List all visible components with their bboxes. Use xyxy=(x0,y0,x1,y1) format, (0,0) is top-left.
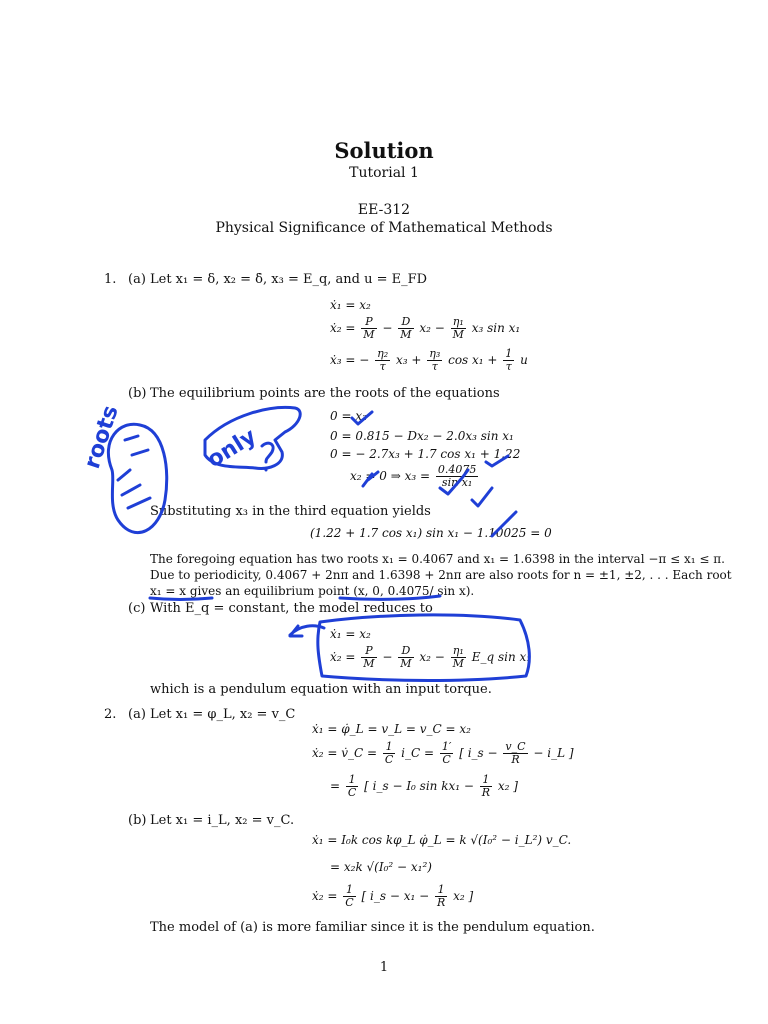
frac-num: 1 xyxy=(383,741,395,754)
q2a-label: (a) xyxy=(128,707,146,722)
frac-num: 1′ xyxy=(441,740,452,753)
handwritten-only-word: only xyxy=(202,423,261,474)
fraction xyxy=(383,741,395,766)
frac-den: M xyxy=(452,657,464,671)
frac-den: τ xyxy=(505,360,512,374)
frac-num: 1 xyxy=(343,884,355,897)
ink-arrow-to-box xyxy=(290,626,324,636)
eq-term: x₂ − xyxy=(419,321,445,336)
eq-term: [ i_s − xyxy=(459,746,498,761)
q2b-eq2: = x₂k √(I₀² − x₁²) xyxy=(330,860,432,874)
eq-term: i_C = xyxy=(401,746,435,761)
q1b-label: (b) xyxy=(128,386,147,401)
q1b-paragraph-line1: The foregoing equation has two roots x₁ = 0.4067 and x₁ = 1.6398 in the interval −π ≤ x₁ ≤ π. xyxy=(150,552,725,566)
fraction xyxy=(346,774,358,799)
frac-num: 1 xyxy=(505,347,513,360)
frac-den: M xyxy=(452,328,464,342)
q2b-text: Let x₁ = i_L, x₂ = v_C. xyxy=(150,813,295,828)
q1b-paragraph-line2: Due to periodicity, 0.4067 + 2nπ and 1.6398 + 2nπ are also roots for n = ±1, ±2, . . . Each root xyxy=(150,568,732,582)
ink-check-5 xyxy=(472,488,492,506)
frac-den: C xyxy=(345,896,354,910)
fraction xyxy=(398,645,413,670)
frac-den: C xyxy=(347,786,357,800)
frac-num: D xyxy=(398,645,413,658)
q1b-eq2: 0 = 0.815 − Dx₂ − 2.0x₃ sin x₁ xyxy=(330,429,514,443)
document-title: Solution xyxy=(334,138,434,163)
frac-num: 1 xyxy=(435,884,447,897)
eq-term: [ i_s − x₁ − xyxy=(361,889,430,904)
ink-scribble xyxy=(118,436,150,508)
q2b-eq3 xyxy=(312,884,473,909)
fraction xyxy=(427,348,442,373)
fraction xyxy=(503,741,527,766)
frac-num: P xyxy=(361,645,376,658)
eq-term: x₂ ] xyxy=(453,889,474,904)
ink-only-note xyxy=(203,407,300,473)
frac-num: P xyxy=(361,316,376,329)
frac-den: M xyxy=(400,328,412,342)
q1a-text: Let x₁ = δ, x₂ = δ̇, x₃ = E_q, and u = E_FD xyxy=(150,272,428,287)
frac-den: C xyxy=(384,753,394,767)
fraction xyxy=(440,741,454,766)
eq-term: x₃ + xyxy=(395,353,422,368)
frac-num: 1 xyxy=(480,774,492,787)
q1b-substitution-text: Substituting x₃ in the third equation yields xyxy=(150,504,431,519)
eq-lhs: ẋ₂ = v̇_C = xyxy=(312,746,378,761)
eq-lhs: ẋ₂ = xyxy=(312,889,338,904)
frac-num: 1 xyxy=(346,774,358,787)
handwritten-roots-word: roots xyxy=(79,402,124,472)
document-subtitle: Tutorial 1 xyxy=(349,165,419,181)
q1b-eq4 xyxy=(350,464,480,489)
q2a-eq3 xyxy=(330,774,518,799)
fraction xyxy=(361,316,376,341)
q2a-eq1: ẋ₁ = φ̇_L = v_L = v_C = x₂ xyxy=(312,722,471,736)
ink-underline-x1 xyxy=(150,598,212,600)
q2-number: 2. xyxy=(104,707,117,722)
fraction xyxy=(398,316,413,341)
eq-lhs: ẋ₃ = − xyxy=(330,353,370,368)
fraction xyxy=(361,645,376,670)
fraction xyxy=(451,316,466,341)
eq-term: x₂ − xyxy=(419,650,445,665)
frac-num: η₁ xyxy=(451,645,466,658)
fraction xyxy=(436,464,479,489)
q1a-eq3 xyxy=(330,348,528,373)
eq-term: [ i_s − I₀ sin kx₁ − xyxy=(364,779,474,794)
frac-den: M xyxy=(400,657,412,671)
frac-num: η₁ xyxy=(451,316,466,329)
frac-den: sin x₁ xyxy=(441,476,473,490)
frac-den: R xyxy=(511,753,520,767)
eq-lhs: x₂ = 0 ⇒ x₃ = xyxy=(350,469,431,484)
q1c-text: With E_q = constant, the model reduces to xyxy=(150,601,433,616)
q2-closing-remark: The model of (a) is more familiar since it is the pendulum equation. xyxy=(150,920,595,935)
ink-question-mark xyxy=(262,443,273,470)
frac-num: D xyxy=(398,316,413,329)
eq-term: x₂ ] xyxy=(497,779,518,794)
ink-only-bubble xyxy=(205,407,300,468)
frac-den: C xyxy=(442,753,451,767)
frac-num: 0.4075 xyxy=(437,463,477,476)
fraction xyxy=(435,884,447,909)
fraction xyxy=(480,774,492,799)
eq-lhs: ẋ₂ = xyxy=(330,321,356,336)
q1c-conclusion: which is a pendulum equation with an input torque. xyxy=(150,682,492,697)
q2a-text: Let x₁ = φ_L, x₂ = v_C xyxy=(150,707,296,722)
frac-den: τ xyxy=(431,360,438,374)
fraction xyxy=(375,348,390,373)
frac-num: v_C xyxy=(505,740,526,753)
frac-den: R xyxy=(481,786,491,800)
q2b-eq1: ẋ₁ = I₀k cos kφ_L φ̇_L = k √(I₀² − i_L²) v_C. xyxy=(312,833,572,847)
q1a-label: (a) xyxy=(128,272,146,287)
q2b-label: (b) xyxy=(128,813,147,828)
eq-term: x₃ sin x₁ xyxy=(471,321,521,336)
frac-den: M xyxy=(363,328,375,342)
q2a-eq2 xyxy=(312,741,574,766)
q1c-eq1: ẋ₁ = x₂ xyxy=(330,627,371,641)
frac-num: η₃ xyxy=(429,347,441,360)
q1b-eq3: 0 = − 2.7x₃ + 1.7 cos x₁ + 1.22 xyxy=(330,447,521,461)
q1a-eq1: ẋ₁ = x₂ xyxy=(330,298,371,312)
frac-den: R xyxy=(436,896,446,910)
frac-den: τ xyxy=(379,360,386,374)
frac-num: η₂ xyxy=(377,347,389,360)
fraction xyxy=(451,645,466,670)
q1a-eq2: ẋ₂ = $\frac{P}{M}$ − $\frac{D}{M}$ x₂ − $\frac{\text{η₁}}{M}$ x₃ sin x₁ xyxy=(330,315,521,342)
eq-lhs: = xyxy=(330,779,341,794)
q1b-substitution-eq: (1.22 + 1.7 cos x₁) sin x₁ − 1.10025 = 0 xyxy=(310,526,552,540)
q1c-label: (c) xyxy=(128,601,146,616)
q1-number: 1. xyxy=(104,272,117,287)
q1b-paragraph-line3: x₁ = x gives an equilibrium point (x, 0, 0.4075/ sin x). xyxy=(150,584,475,598)
page-number: 1 xyxy=(379,960,389,975)
q1b-text: The equilibrium points are the roots of the equations xyxy=(150,386,500,401)
q1c-eq2: ẋ₂ = $\frac{P}{M}$ − $\frac{D}{M}$ x₂ − $\frac{\text{η₁}}{M}$ E_q sin x₁ xyxy=(330,644,532,671)
course-code: EE-312 xyxy=(357,202,411,218)
eq-lhs: ẋ₂ = xyxy=(330,650,356,665)
eq-term: u xyxy=(520,353,528,368)
q1b-eq1: 0 = x₂ xyxy=(330,409,367,423)
frac-den: M xyxy=(363,657,375,671)
eq-term: cos x₁ + xyxy=(448,353,498,368)
course-name: Physical Significance of Mathematical Methods xyxy=(215,220,553,236)
fraction xyxy=(503,348,514,373)
fraction xyxy=(343,884,355,909)
eq-term: − i_L ] xyxy=(533,746,574,761)
eq-term: E_q sin x₁ xyxy=(471,650,532,665)
